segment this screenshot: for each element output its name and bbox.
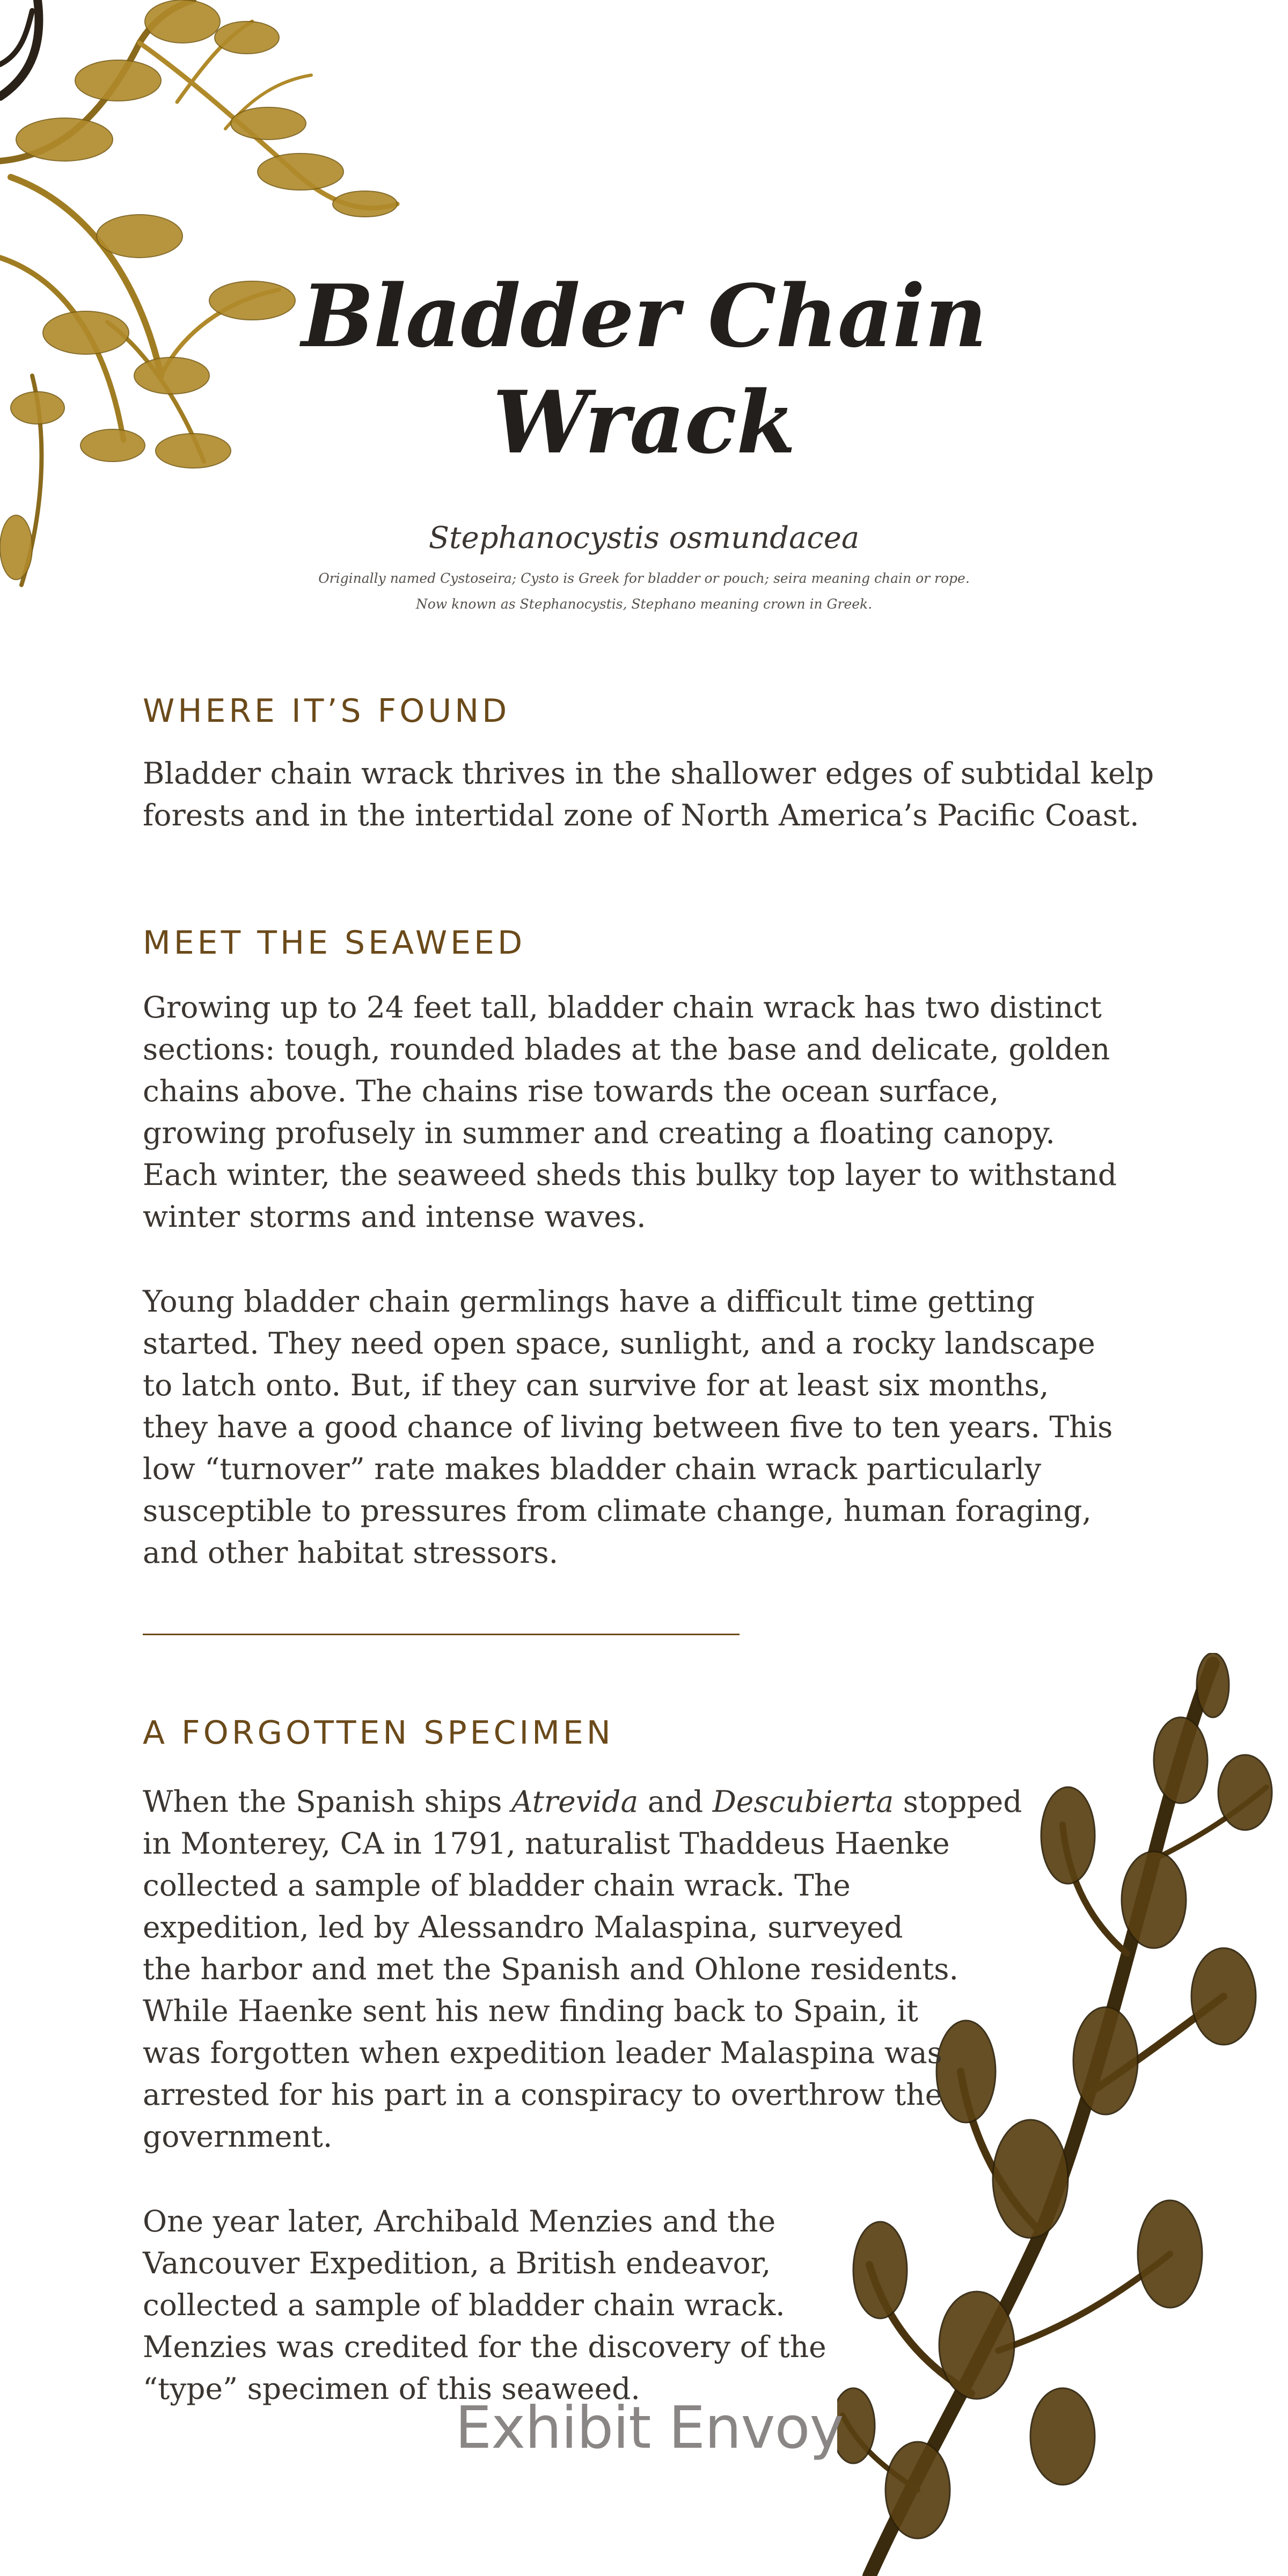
- scientific-name: Stephanocystis osmundacea: [428, 521, 860, 555]
- watermark-exhibit-envoy: Exhibit Envoy: [455, 2395, 844, 2462]
- paragraph-line: forests and in the intertidal zone of North America’s Pacific Coast.: [143, 798, 1139, 832]
- paragraph-line: growing profusely in summer and creating a floating canopy.: [143, 1116, 1055, 1150]
- paragraph-line: Bladder chain wrack thrives in the shallower edges of subtidal kelp: [143, 756, 1154, 791]
- paragraph-line: collected a sample of bladder chain wrack.: [143, 2288, 785, 2322]
- paragraph-line: expedition, led by Alessandro Malaspina, surveyed: [143, 1910, 903, 1944]
- paragraph-line: Young bladder chain germlings have a difficult time getting: [143, 1284, 1035, 1319]
- text-segment: and: [638, 1784, 713, 1819]
- paragraph-line: susceptible to pressures from climate change, human foraging,: [143, 1494, 1092, 1528]
- paragraph-line: low “turnover” rate makes bladder chain wrack particularly: [143, 1452, 1042, 1486]
- paragraph-line: One year later, Archibald Menzies and the: [143, 2204, 776, 2238]
- paragraph-line: “type” specimen of this seaweed.: [143, 2372, 640, 2406]
- section-heading-forgotten-specimen: A FORGOTTEN SPECIMEN: [143, 1714, 614, 1752]
- ship-name-descubierta: Descubierta: [712, 1784, 894, 1819]
- section-heading-meet-seaweed: MEET THE SEAWEED: [143, 924, 526, 962]
- paragraph-line: to latch onto. But, if they can survive for at least six months,: [143, 1368, 1049, 1402]
- paragraph-line: While Haenke sent his new finding back to Spain, it: [143, 1994, 918, 2028]
- meet-seaweed-paragraph-2: [143, 1280, 1162, 1574]
- paragraph-line: Vancouver Expedition, a British endeavor,: [143, 2246, 771, 2280]
- paragraph-line: started. They need open space, sunlight, and a rocky landscape: [143, 1326, 1095, 1360]
- paragraph-line: Each winter, the seaweed sheds this bulky top layer to withstand: [143, 1158, 1117, 1192]
- page-title: [247, 263, 1041, 475]
- paragraph-line: government.: [143, 2119, 333, 2154]
- paragraph-line: Growing up to 24 feet tall, bladder chain wrack has two distinct: [143, 990, 1102, 1024]
- title-line-1: Bladder Chain: [301, 266, 987, 367]
- paragraph-line: arrested for his part in a conspiracy to overthrow the: [143, 2077, 943, 2112]
- forgotten-specimen-paragraph-1: [143, 1781, 1162, 2157]
- paragraph-line: chains above. The chains rise towards the ocean surface,: [143, 1074, 999, 1108]
- text-segment: stopped: [894, 1784, 1022, 1819]
- ship-name-atrevida: Atrevida: [511, 1784, 639, 1819]
- paragraph-line: and other habitat stressors.: [143, 1535, 559, 1570]
- paragraph-line: was forgotten when expedition leader Malaspina was: [143, 2036, 942, 2070]
- paragraph-line: Menzies was credited for the discovery of the: [143, 2330, 826, 2364]
- paragraph-line: in Monterey, CA in 1791, naturalist Thaddeus Haenke: [143, 1826, 950, 1861]
- paragraph-line: sections: tough, rounded blades at the base and delicate, golden: [143, 1032, 1110, 1066]
- paragraph-line: winter storms and intense waves.: [143, 1199, 646, 1234]
- forgotten-specimen-paragraph-2: [143, 2200, 1162, 2410]
- paragraph-line: they have a good chance of living between five to ten years. This: [143, 1410, 1113, 1444]
- section-heading-where-found: WHERE IT’S FOUND: [143, 692, 510, 730]
- section-divider: [143, 1634, 740, 1635]
- etymology-note-line-2: Now known as Stephanocystis, Stephano meaning crown in Greek.: [415, 596, 873, 612]
- paragraph-line: collected a sample of bladder chain wrack. The: [143, 1868, 851, 1902]
- title-line-2: Wrack: [493, 372, 795, 473]
- etymology-note-line-1: Originally named Cystoseira; Cysto is Greek for bladder or pouch; seira meaning chain or rope.: [318, 570, 970, 586]
- text-segment: When the Spanish ships: [143, 1784, 511, 1819]
- where-found-paragraph: [143, 752, 1162, 836]
- paragraph-line: [143, 1781, 1162, 1823]
- paragraph-line: the harbor and met the Spanish and Ohlone residents.: [143, 1952, 958, 1986]
- meet-seaweed-paragraph-1: [143, 986, 1162, 1238]
